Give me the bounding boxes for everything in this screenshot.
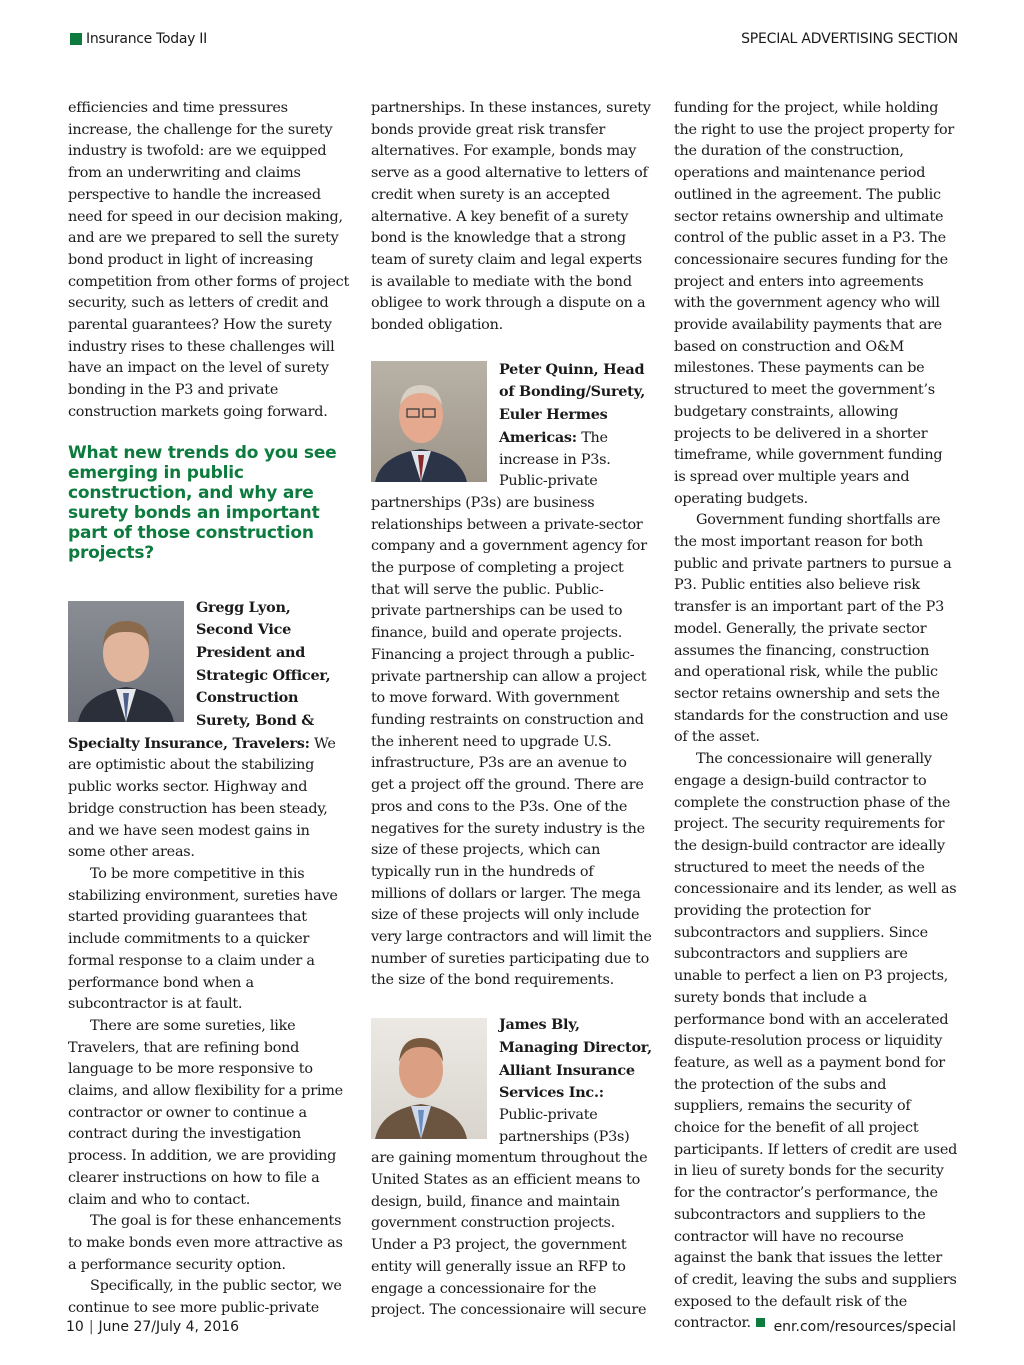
article-column-1 [68, 98, 350, 1320]
col2-paragraph-1: partnerships. In these instances, surety bonds provide great risk transfer alternatives. For example, bonds may serve as a good alternative to letters of credit when surety is an accepted alternative. A key benefit of a surety bond is the knowledge that a strong team of surety claim and legal experts is available to mediate with the bond obligee to work through a dispute on a bonded obligation. [371, 100, 651, 334]
footer-url[interactable]: enr.com/resources/special [773, 1319, 956, 1335]
article-column-3 [674, 98, 958, 1335]
lyon-paragraph-3: There are some sureties, like Travelers, that are refining bond language to be more responsive to claims, and allow flexibility for a prime contractor or owner to continue a contract during the investigation process. In addition, we are providing clearer instructions on how to file a claim and who to contact. [68, 1017, 343, 1208]
photo-peter-quinn [371, 361, 487, 482]
publication-header [70, 31, 207, 47]
page-number: 10 [66, 1319, 84, 1335]
col3-paragraph-1: funding for the project, while holding the right to use the project property for the duration of the construction, operations and maintenance period outlined in the agreement. The public sector retains ownership and ultimate control of the public asset in a P3. The concessionaire secures funding for the project and enters into agreements with the government agency who will provide availability payments that are based on construction and O&M milestones. These payments can be structured to meet the government’s budgetary constraints, allowing projects to be delivered in a shorter timeframe, while government funding is spread over multiple years and operating budgets. [674, 100, 954, 507]
section-label: SPECIAL ADVERTISING SECTION [741, 31, 958, 47]
speaker-gregg-lyon: Gregg Lyon, Second Vice President and Strategic Officer, Construction Surety, Bond & Specialty Insurance, Travelers: [68, 598, 331, 752]
col3-paragraph-3: The concessionaire will generally engage a design-build contractor to complete the construction phase of the project. The security requirements for the design-build contractor are ideally structured to meet the needs of the concessionaire and its lender, as well as providing the protection for subcontractors and suppliers. Since subcontractors and suppliers are unable to perfect a lien on P3 projects, surety bonds that include a performance bond with an accelerated dispute-resolution process or liquidity feature, as well as a payment bond for the protection of the subs and suppliers, remains the security of choice for the benefit of all project participants. If letters of credit are used in lieu of surety bonds for the security for the contractor’s performance, the subcontractors and suppliers to the contractor will have no recourse against the bank that issues the letter of credit, leaving the subs and suppliers exposed to the default risk of the contractor. [674, 751, 958, 1332]
footer-page-info: 10 | June 27/July 4, 2016 [66, 1319, 240, 1335]
speaker-james-bly: James Bly, Managing Director, Alliant Insurance Services Inc.: [499, 1016, 652, 1102]
lyon-paragraph-5: Specifically, in the public sector, we continue to see more public-private [68, 1278, 342, 1317]
section-question: What new trends do you see emerging in public construction, and why are surety bonds an important part of those construction projects? [68, 442, 337, 563]
answer-lyon-lead: We are optimistic about the stabilizing public works sector. Highway and bridge construction has been steady, and we have seen modest gains in some other areas. [68, 735, 336, 861]
intro-paragraph: efficiencies and time pressures increase, the challenge for the surety industry is twofold: are we equipped from an underwriting and claims perspective to handle the increased need for speed in our decision making, and are we prepared to sell the surety bond product in light of increasing competition from other forms of project security, such as letters of credit and parental guarantees? How the surety industry rises to these challenges will have an impact on the level of surety bonding in the P3 and private construction markets going forward. [68, 100, 350, 420]
green-square-icon [70, 33, 82, 45]
photo-gregg-lyon [68, 601, 184, 722]
photo-james-bly [371, 1018, 487, 1139]
end-mark-icon [756, 1318, 765, 1327]
publication-name: Insurance Today II [86, 31, 207, 47]
article-column-2 [371, 98, 653, 1322]
col3-paragraph-2: Government funding shortfalls are the most important reason for both public and private partners to pursue a P3. Public entities also believe risk transfer is an important part of the P3 model. Generally, the private sector assumes the financing, construction and operational risk, while the public sector retains ownership and sets the standards for the construction and use of the asset. [674, 512, 952, 746]
issue-date: June 27/July 4, 2016 [98, 1319, 240, 1335]
lyon-paragraph-2: To be more competitive in this stabilizing environment, sureties have started providing guarantees that include commitments to a quicker formal response to a claim under a performance bond when a subcontractor is at fault. [68, 865, 338, 1013]
answer-quinn: The increase in P3s. Public-private partnerships (P3s) are business relationships between a private-sector company and a government agency for the purpose of completing a project that will serve the public. Public-private partnerships can be used to finance, build and operate projects. Financing a project through a public-private partnership can allow a project to move forward. With government funding restraints on construction and the inherent need to upgrade U.S. infrastructure, P3s are an avenue to get a project off the ground. There are pros and cons to the P3s. One of the negatives for the surety industry is the size of these projects, which can typically run in the hundreds of millions of dollars or larger. The mega size of these projects will only include very large contractors and will limit the number of sureties participating due to the size of the bond requirements. [371, 429, 652, 989]
answer-bly: Public-private partnerships (P3s) are gaining momentum throughout the United States as an efficient means to design, build, finance and maintain government construction projects. Under a P3 project, the government entity will generally issue an RFP to engage a concessionaire for the project. The concessionaire will secure [371, 1106, 648, 1319]
speaker-peter-quinn: Peter Quinn, Head of Bonding/Surety, Euler Hermes Americas: [499, 360, 646, 446]
lyon-paragraph-4: The goal is for these enhancements to make bonds even more attractive as a performance security option. [68, 1213, 343, 1273]
